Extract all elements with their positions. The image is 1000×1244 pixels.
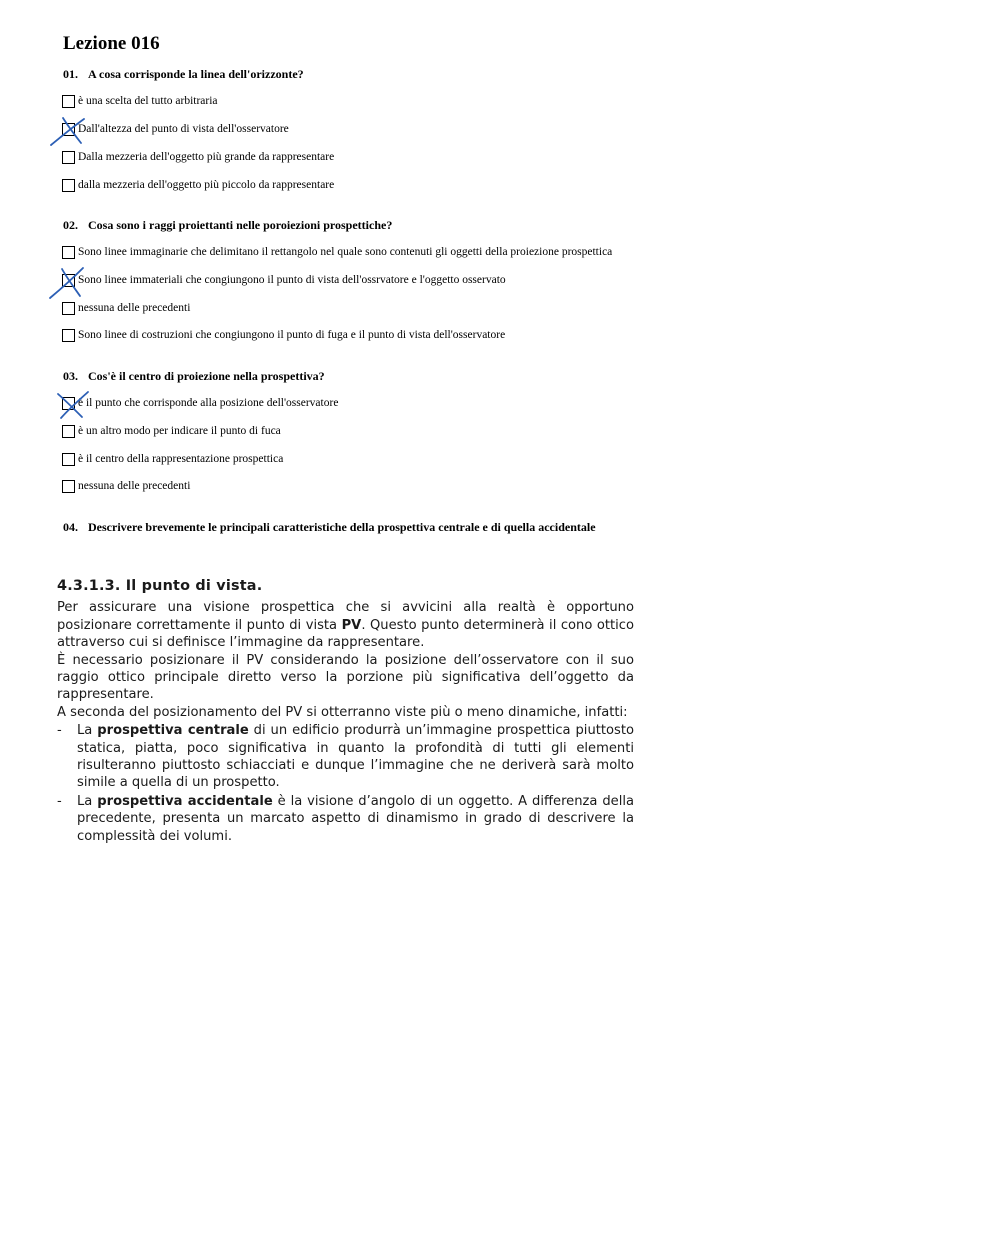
option-text: è un altro modo per indicare il punto di fuca <box>78 425 281 437</box>
option-text: è il centro della rappresentazione prospettica <box>78 453 284 465</box>
answer-option[interactable] <box>62 451 283 467</box>
question-03 <box>63 369 325 384</box>
checkbox[interactable] <box>62 480 75 493</box>
answer-option[interactable] <box>62 149 334 165</box>
question-text: Cosa sono i raggi proiettanti nelle poroiezioni prospettiche? <box>88 218 393 232</box>
question-number: 04. <box>63 520 78 534</box>
question-number: 02. <box>63 218 78 232</box>
option-text: Dalla mezzeria dell'oggetto più grande da rappresentare <box>78 151 335 163</box>
option-text: dalla mezzeria dell'oggetto più piccolo da rappresentare <box>78 179 335 191</box>
question-number: 03. <box>63 369 78 383</box>
checkbox[interactable] <box>62 95 75 108</box>
excerpt-heading: 4.3.1.3. Il punto di vista. <box>57 578 263 594</box>
answer-option[interactable] <box>62 177 334 193</box>
lesson-title: Lezione 016 <box>63 33 160 54</box>
answer-option[interactable] <box>62 478 190 494</box>
textbook-excerpt <box>57 578 634 845</box>
question-text: Descrivere brevemente le principali caratteristiche della prospettiva centrale e di quella accidentale <box>88 520 596 534</box>
checkbox-checked[interactable] <box>62 274 75 287</box>
excerpt-list-item: - La prospettiva accidentale è la visione d’angolo di un oggetto. A differenza della precedente, presenta un marcato aspetto di dinamismo in grado di descrivere la complessità dei volumi. <box>57 793 635 844</box>
question-text: A cosa corrisponde la linea dell'orizzonte? <box>88 67 304 81</box>
question-01 <box>63 67 304 82</box>
question-04 <box>63 520 596 535</box>
excerpt-paragraph: È necessario posizionare il PV considerando la posizione dell’osservatore con il suo raggio ottico principale diretto verso la porzione più significativa dell’oggetto da rappresentare. <box>57 652 634 703</box>
question-02 <box>63 218 392 233</box>
answer-option-selected[interactable] <box>62 395 338 411</box>
checkbox[interactable] <box>62 329 75 342</box>
checkbox[interactable] <box>62 246 75 259</box>
option-text: Sono linee immaginarie che delimitano il rettangolo nel quale sono contenuti gli oggetti della proiezione prospettica <box>78 246 613 258</box>
checkbox[interactable] <box>62 425 75 438</box>
checkbox[interactable] <box>62 151 75 164</box>
answer-option[interactable] <box>62 327 505 343</box>
question-text: Cos'è il centro di proiezione nella prospettiva? <box>88 369 325 383</box>
answer-option[interactable] <box>62 300 190 316</box>
answer-option[interactable] <box>62 423 281 439</box>
answer-option-selected[interactable] <box>62 121 289 137</box>
answer-option[interactable] <box>62 244 612 260</box>
option-text: è il punto che corrisponde alla posizione dell'osservatore <box>78 397 339 409</box>
answer-option-selected[interactable] <box>62 272 506 288</box>
excerpt-paragraph: A seconda del posizionamento del PV si otterranno viste più o meno dinamiche, infatti: <box>57 704 628 720</box>
checkbox-checked[interactable] <box>62 397 75 410</box>
checkbox[interactable] <box>62 302 75 315</box>
option-text: Sono linee immateriali che congiungono il punto di vista dell'ossrvatore e l'oggetto osservato <box>78 274 506 286</box>
checkbox-checked[interactable] <box>62 123 75 136</box>
checkbox[interactable] <box>62 453 75 466</box>
answer-option[interactable] <box>62 93 218 109</box>
excerpt-list-item: - La prospettiva centrale di un edificio produrrà un’immagine prospettica piuttosto statica, piatta, poco significativa in quanto la profondità di tutti gli elementi risulteranno piuttosto schiacciati e dunque l’immagine che ne deriverà sarà molto simile a quella di un prospetto. <box>57 723 634 791</box>
option-text: nessuna delle precedenti <box>78 302 191 314</box>
option-text: è una scelta del tutto arbitraria <box>78 95 218 107</box>
checkbox[interactable] <box>62 179 75 192</box>
option-text: Dall'altezza del punto di vista dell'osservatore <box>78 123 289 135</box>
option-text: nessuna delle precedenti <box>78 480 191 492</box>
question-number: 01. <box>63 67 78 81</box>
option-text: Sono linee di costruzioni che congiungono il punto di fuga e il punto di vista dell'osservatore <box>78 329 506 341</box>
excerpt-paragraph: Per assicurare una visione prospettica che si avvicini alla realtà è opportuno posizionare correttamente il punto di vista PV. Questo punto determinerà il cono ottico attraverso cui si definisce l’immagine da rappresentare. <box>57 600 634 651</box>
